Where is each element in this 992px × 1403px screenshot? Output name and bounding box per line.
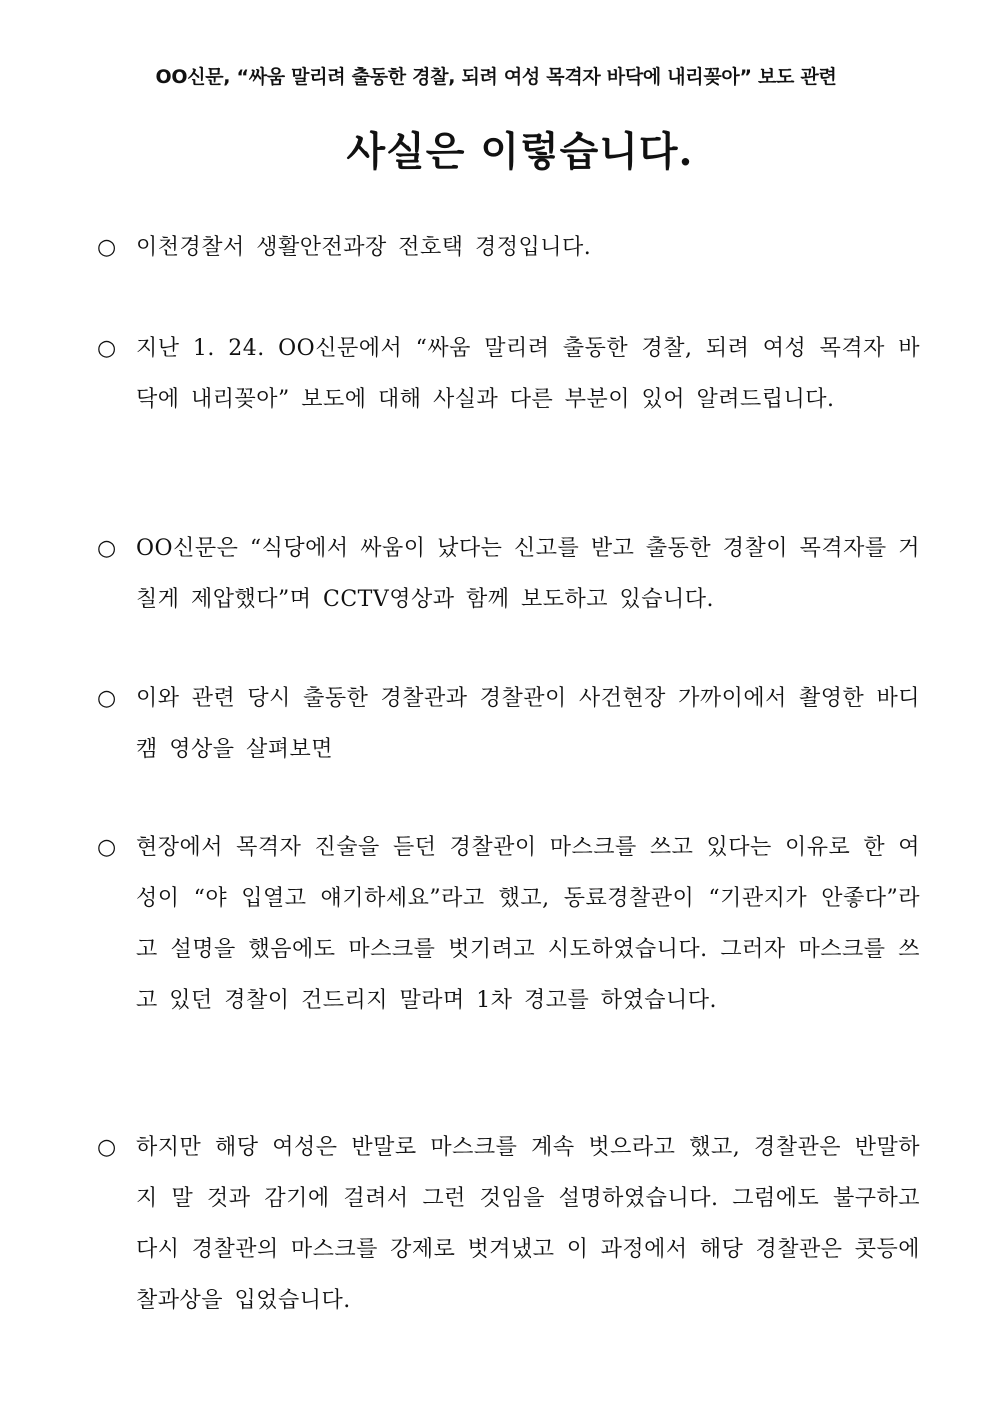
paragraph-text: OO신문은 “식당에서 싸움이 났다는 신고를 받고 출동한 경찰이 목격자를 거칠게 제압했다”며 CCTV영상과 함께 보도하고 있습니다. <box>136 536 920 612</box>
circle-bullet-icon: ○ <box>97 336 117 361</box>
paragraph-text: 하지만 해당 여성은 반말로 마스크를 계속 벗으라고 했고, 경찰관은 반말하지 말 것과 감기에 걸려서 그런 것임을 설명하였습니다. 그럼에도 불구하고 다시 경찰관의 마스크를 강제로 벗겨냈고 이 과정에서 해당 경찰관은 콧등에 찰과상을 입었습니다. <box>136 1135 920 1313</box>
circle-bullet-icon: ○ <box>97 686 117 711</box>
paragraph-report-reference <box>97 323 920 425</box>
paragraph-incident-second <box>97 1122 920 1326</box>
paragraph-text: 이천경찰서 생활안전과장 전호택 경정입니다. <box>136 235 592 260</box>
document-subtitle: OO신문, “싸움 말리려 출동한 경찰, 되려 여성 목격자 바닥에 내리꽂아” 보도 관련 <box>155 66 837 88</box>
paragraph-text: 현장에서 목격자 진술을 듣던 경찰관이 마스크를 쓰고 있다는 이유로 한 여성이 “야 입열고 얘기하세요”라고 했고, 동료경찰관이 “기관지가 안좋다”라고 설명을 했음에도 마스크를 벗기려고 시도하였습니다. 그러자 마스크를 쓰고 있던 경찰이 건드리지 말라며 1차 경고를 하였습니다. <box>136 835 920 1013</box>
paragraph-text: 지난 1. 24. OO신문에서 “싸움 말리려 출동한 경찰, 되려 여성 목격자 바닥에 내리꽂아” 보도에 대해 사실과 다른 부분이 있어 알려드립니다. <box>136 336 920 412</box>
document-title: 사실은 이렇습니다. <box>346 128 694 175</box>
circle-bullet-icon: ○ <box>97 536 117 561</box>
paragraph-bodycam <box>97 673 920 775</box>
paragraph-report-claim <box>97 523 920 625</box>
circle-bullet-icon: ○ <box>97 835 117 860</box>
circle-bullet-icon: ○ <box>97 1135 117 1160</box>
paragraph-incident-first <box>97 822 920 1026</box>
paragraph-intro <box>97 222 920 273</box>
circle-bullet-icon: ○ <box>97 235 117 260</box>
paragraph-text: 이와 관련 당시 출동한 경찰관과 경찰관이 사건현장 가까이에서 촬영한 바디캠 영상을 살펴보면 <box>136 686 920 762</box>
